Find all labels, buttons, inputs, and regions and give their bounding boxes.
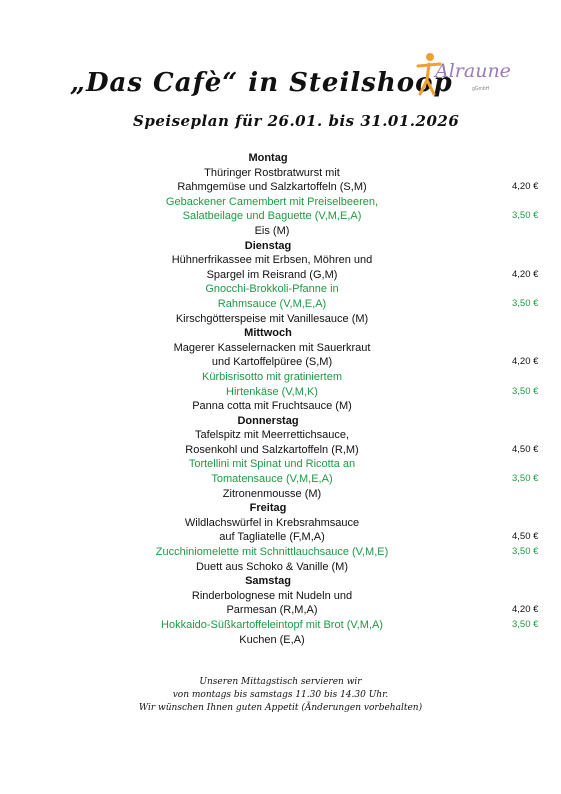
- vegetarian-dish-line: [0, 297, 561, 312]
- dish-text: Gebackener Camembert mit Preiselbeeren,: [165, 195, 379, 208]
- dish-price: 3,50 €: [512, 619, 539, 630]
- dish-price: 4,20 €: [512, 181, 539, 193]
- dish-line: [0, 253, 561, 268]
- dish-line: [0, 268, 561, 283]
- footer-line: Unseren Mittagstisch servieren wir: [199, 677, 362, 687]
- menu-date-range: Speiseplan für 26.01. bis 31.01.2026: [133, 112, 460, 130]
- footer-line: von montags bis samstags 11.30 bis 14.30 Uhr.: [172, 690, 389, 700]
- vegetarian-dish-line: [0, 209, 561, 224]
- dish-price: 4,50 €: [512, 531, 539, 543]
- day-heading: [0, 501, 561, 516]
- dish-price: 4,50 €: [512, 443, 539, 455]
- dish-text: Kuchen (E,A): [239, 633, 305, 646]
- day-name: Freitag: [249, 502, 287, 515]
- dish-text: Hirtenkäse (V,M,K): [226, 385, 318, 398]
- footer-line: Wir wünschen Ihnen guten Appetit (Änderungen vorbehalten): [138, 703, 423, 713]
- dish-line: [0, 516, 561, 531]
- vegetarian-dish-line: [0, 282, 561, 297]
- dish-text: Zucchiniomelette mit Schnittlauchsauce (V,M,E): [155, 546, 389, 559]
- vegetarian-dish-line: [0, 618, 561, 633]
- dish-text: Kürbisrisotto mit gratiniertem: [202, 370, 342, 383]
- vegetarian-dish-line: [0, 195, 561, 210]
- dish-line: [0, 312, 561, 327]
- dish-line: [0, 341, 561, 356]
- page-title: „Das Cafè“ in Steilshoop: [70, 68, 453, 98]
- day-name: Samstag: [245, 575, 291, 588]
- vegetarian-dish-line: [0, 370, 561, 385]
- dish-price: 4,20 €: [512, 268, 539, 280]
- dish-text: Gnocchi-Brokkoli-Pfanne in: [205, 283, 339, 296]
- day-heading: [0, 326, 561, 341]
- dish-text: Thüringer Rostbratwurst mit: [204, 166, 340, 179]
- dish-text: Panna cotta mit Fruchtsauce (M): [192, 400, 352, 413]
- dish-text: und Kartoffelpüree (S,M): [211, 356, 333, 369]
- dish-line: [0, 224, 561, 239]
- logo-subtext: gGmbH: [472, 86, 490, 92]
- footer-note: [0, 676, 561, 715]
- dish-text: Hokkaido-Süßkartoffeleintopf mit Brot (V,M,A): [161, 619, 383, 631]
- vegetarian-dish-line: [0, 472, 561, 487]
- dish-price: 3,50 €: [512, 385, 539, 397]
- dish-text: Kirschgötterspeise mit Vanillesauce (M): [175, 312, 369, 325]
- dish-line: [0, 487, 561, 502]
- alraune-logo: [414, 48, 511, 100]
- dish-text: Rahmgemüse und Salzkartoffeln (S,M): [177, 181, 367, 194]
- dish-text: Tortellini mit Spinat und Ricotta an: [188, 458, 356, 471]
- dish-text: Parmesan (R,M,A): [226, 604, 318, 617]
- day-name: Mittwoch: [244, 327, 292, 340]
- dish-price: 3,50 €: [512, 210, 539, 222]
- day-name: Donnerstag: [237, 414, 299, 427]
- dish-price: 3,50 €: [512, 473, 539, 485]
- dish-text: auf Tagliatelle (F,M,A): [219, 531, 325, 544]
- dish-text: Spargel im Reisrand (G,M): [206, 268, 338, 281]
- dish-line: [0, 428, 561, 443]
- day-name: Dienstag: [244, 239, 292, 252]
- day-heading: [0, 151, 561, 166]
- dish-text: Eis (M): [254, 224, 290, 237]
- dish-text: Zitronenmousse (M): [222, 487, 322, 500]
- dish-line: [0, 633, 561, 648]
- dish-price: 4,20 €: [512, 356, 539, 368]
- logo-wordmark: Alraune: [435, 60, 511, 82]
- dish-line: [0, 560, 561, 575]
- weekly-menu: [0, 151, 561, 647]
- dish-text: Salatbeilage und Baguette (V,M,E,A): [182, 210, 362, 223]
- day-heading: [0, 414, 561, 429]
- dish-price: 3,50 €: [512, 297, 539, 309]
- day-heading: [0, 239, 561, 254]
- vegetarian-dish-line: [0, 385, 561, 400]
- dish-text: Rosenkohl und Salzkartoffeln (R,M): [185, 443, 359, 456]
- dish-line: [0, 530, 561, 545]
- dish-text: Rahmsauce (V,M,E,A): [217, 297, 327, 310]
- dish-price: 4,20 €: [512, 604, 539, 616]
- dish-text: Rinderbolognese mit Nudeln und: [191, 589, 353, 602]
- dish-line: [0, 355, 561, 370]
- dish-line: [0, 589, 561, 604]
- dish-line: [0, 166, 561, 181]
- dish-text: Hühnerfrikassee mit Erbsen, Möhren und: [171, 254, 373, 267]
- dish-line: [0, 443, 561, 458]
- vegetarian-dish-line: [0, 457, 561, 472]
- day-name: Montag: [248, 152, 288, 164]
- dish-price: 3,50 €: [512, 546, 539, 558]
- dish-line: [0, 180, 561, 195]
- dish-text: Tafelspitz mit Meerrettichsauce,: [194, 429, 350, 442]
- vegetarian-dish-line: [0, 545, 561, 560]
- dish-text: Duett aus Schoko & Vanille (M): [195, 560, 349, 573]
- dish-text: Magerer Kasselernacken mit Sauerkraut: [173, 341, 371, 354]
- dish-text: Wildlachswürfel in Krebsrahmsauce: [184, 516, 360, 529]
- dish-line: [0, 399, 561, 414]
- dish-line: [0, 603, 561, 618]
- dish-text: Tomatensauce (V,M,E,A): [211, 473, 333, 486]
- day-heading: [0, 574, 561, 589]
